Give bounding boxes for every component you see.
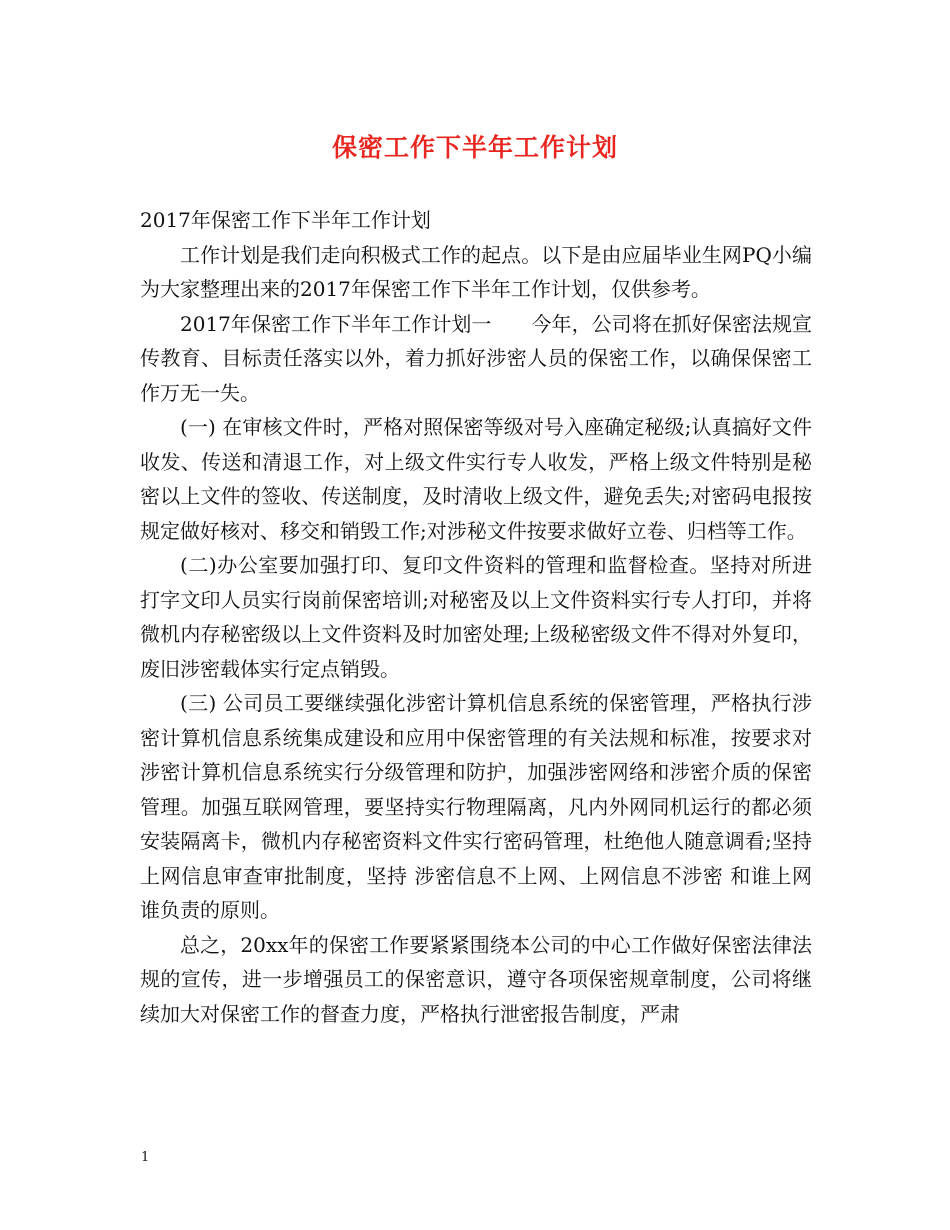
summary-paragraph: 总之，20xx年的保密工作要紧紧围绕本公司的中心工作做好保密法律法规的宣传，进一步增强员工的保密意识，遵守各项保密规章制度，公司将继续加大对保密工作的督查力度，严格执行泄密报告制度，严肃 [140, 932, 812, 1026]
intro-paragraph: 工作计划是我们走向积极式工作的起点。以下是由应届毕业生网PQ小编为大家整理出来的2017年保密工作下半年工作计划，仅供参考。 [140, 242, 812, 301]
page-number: 1 [141, 1150, 150, 1165]
item-one-paragraph: (一) 在审核文件时，严格对照保密等级对号入座确定秘级;认真搞好文件收发、传送和清退工作，对上级文件实行专人收发，严格上级文件特别是秘密以上文件的签收、传送制度，及时清收上级文件，避免丢失;对密码电报按规定做好核对、移交和销毁工作;对涉秘文件按要求做好立卷、归档等工作。 [140, 415, 812, 543]
plan-one-paragraph: 2017年保密工作下半年工作计划一 今年，公司将在抓好保密法规宣传教育、目标责任落实以外，着力抓好涉密人员的保密工作，以确保保密工作万无一失。 [140, 311, 812, 405]
item-three-paragraph: (三) 公司员工要继续强化涉密计算机信息系统的保密管理，严格执行涉密计算机信息系统集成建设和应用中保密管理的有关法规和标准，按要求对涉密计算机信息系统实行分级管理和防护，加强涉密网络和涉密介质的保密管理。加强互联网管理，要坚持实行物理隔离，凡内外网同机运行的都必须安装隔离卡，微机内存秘密资料文件实行密码管理，杜绝他人随意调看;坚持上网信息审查审批制度，坚持 涉密信息不上网、上网信息不涉密 和谁上网谁负责的原则。 [140, 691, 812, 922]
item-two-paragraph: (二)办公室要加强打印、复印文件资料的管理和监督检查。坚持对所进打字文印人员实行岗前保密培训;对秘密及以上文件资料实行专人打印，并将微机内存秘密级以上文件资料及时加密处理;上级秘密级文件不得对外复印，废旧涉密载体实行定点销毁。 [140, 553, 812, 681]
document-body [140, 203, 812, 1031]
subtitle-paragraph: 2017年保密工作下半年工作计划 [140, 208, 431, 232]
document-title: 保密工作下半年工作计划 [331, 133, 618, 162]
